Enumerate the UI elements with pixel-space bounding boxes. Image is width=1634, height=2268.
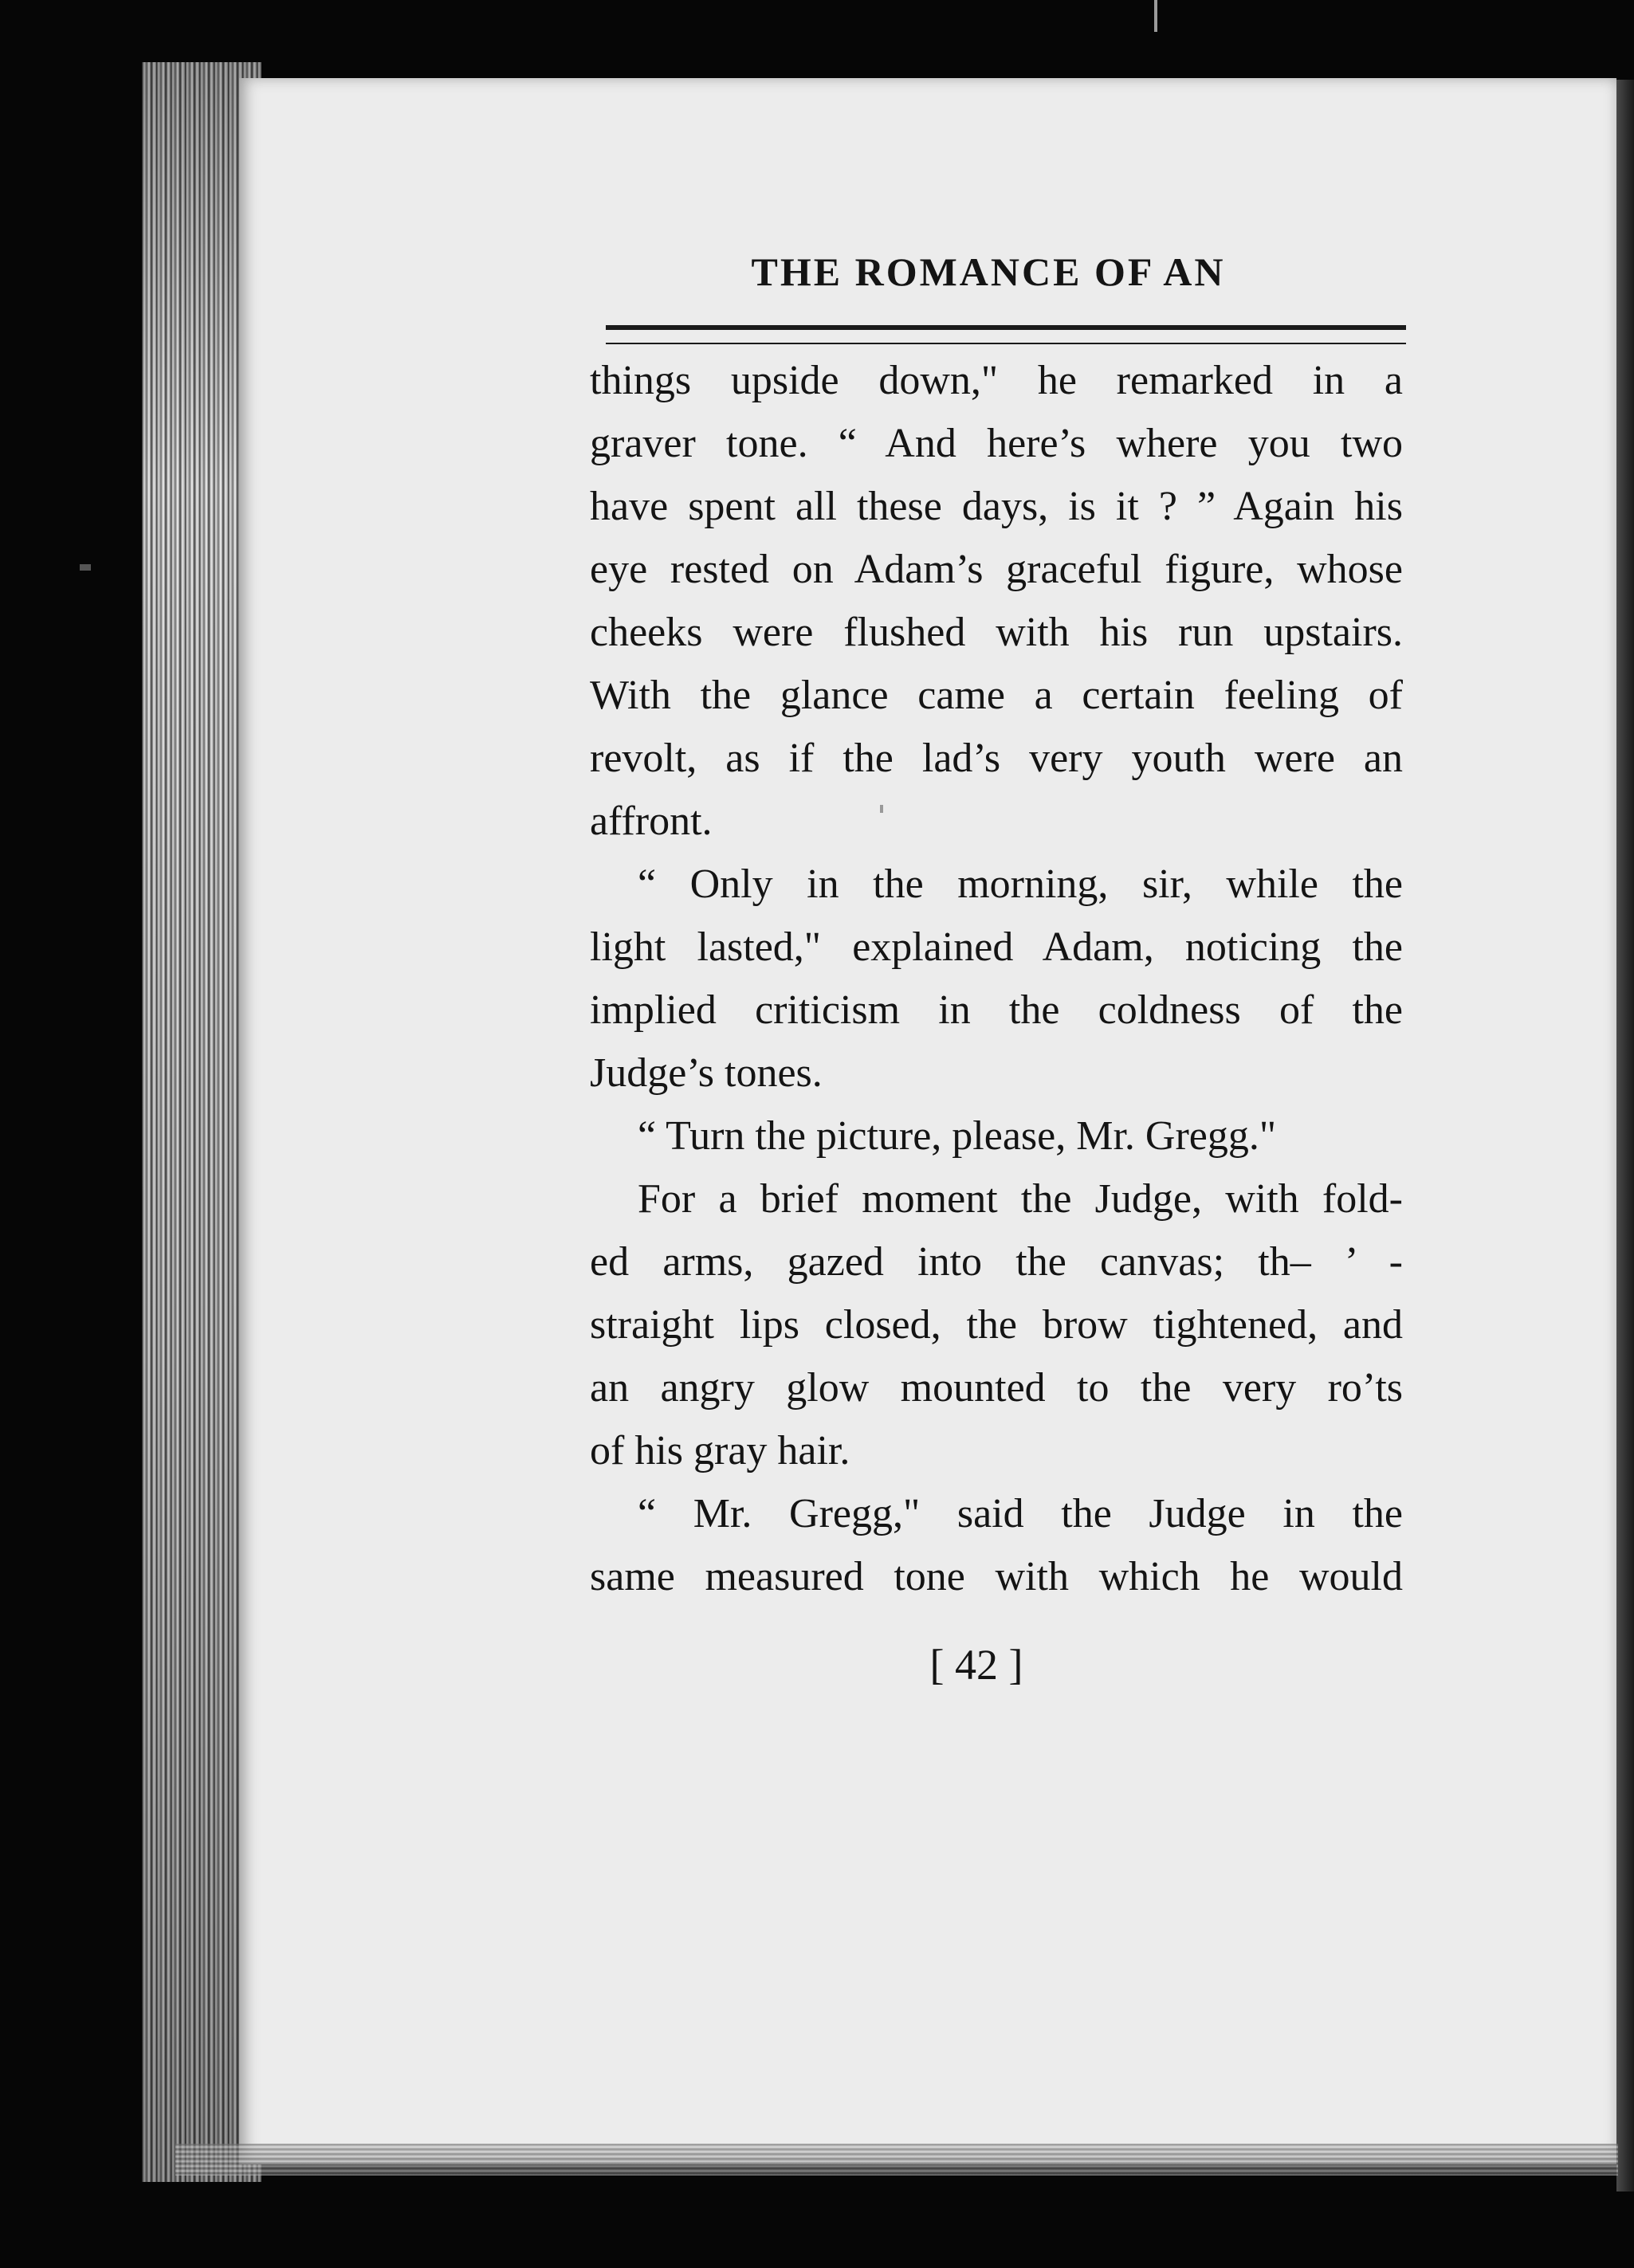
text-line: graver tone. “ And here’s where you two <box>590 421 1403 466</box>
text-line: implied criticism in the coldness of the <box>590 987 1403 1033</box>
page-number: [ 42 ] <box>929 1641 1023 1689</box>
bottom-page-edges <box>175 2144 1618 2176</box>
text-line: “ Turn the picture, please, Mr. Gregg." <box>638 1113 1277 1159</box>
scan-speck <box>80 564 91 571</box>
text-line: of his gray hair. <box>590 1428 850 1473</box>
body-text <box>590 349 1403 1608</box>
running-head: THE ROMANCE OF AN <box>751 249 1226 294</box>
text-line: “ Mr. Gregg," said the Judge in the <box>638 1491 1403 1536</box>
text-line: straight lips closed, the brow tightened, and <box>590 1302 1403 1348</box>
text-line: cheeks were flushed with his run upstairs. <box>590 610 1403 655</box>
scan-artifact-mark <box>1154 0 1157 32</box>
text-line: light lasted," explained Adam, noticing the <box>590 924 1403 970</box>
text-line: revolt, as if the lad’s very youth were an <box>590 736 1403 781</box>
text-line: have spent all these days, is it ? ” Again his <box>590 484 1403 529</box>
text-line: ed arms, gazed into the canvas; th– ’ ‐ <box>590 1239 1403 1285</box>
text-line: “ Only in the morning, sir, while the <box>638 861 1403 907</box>
text-line: For a brief moment the Judge, with fold- <box>638 1176 1403 1222</box>
text-line: same measured tone with which he would <box>590 1554 1403 1599</box>
text-line: eye rested on Adam’s graceful figure, whose <box>590 547 1403 592</box>
facing-page-edge <box>1616 80 1634 2191</box>
text-line: an angry glow mounted to the very ro’ts <box>590 1365 1403 1411</box>
text-line: Judge’s tones. <box>590 1050 823 1096</box>
header-rule <box>606 325 1406 344</box>
text-line: With the glance came a certain feeling of <box>590 673 1403 718</box>
text-line: affront. <box>590 799 713 844</box>
text-line: things upside down," he remarked in a <box>590 358 1403 403</box>
